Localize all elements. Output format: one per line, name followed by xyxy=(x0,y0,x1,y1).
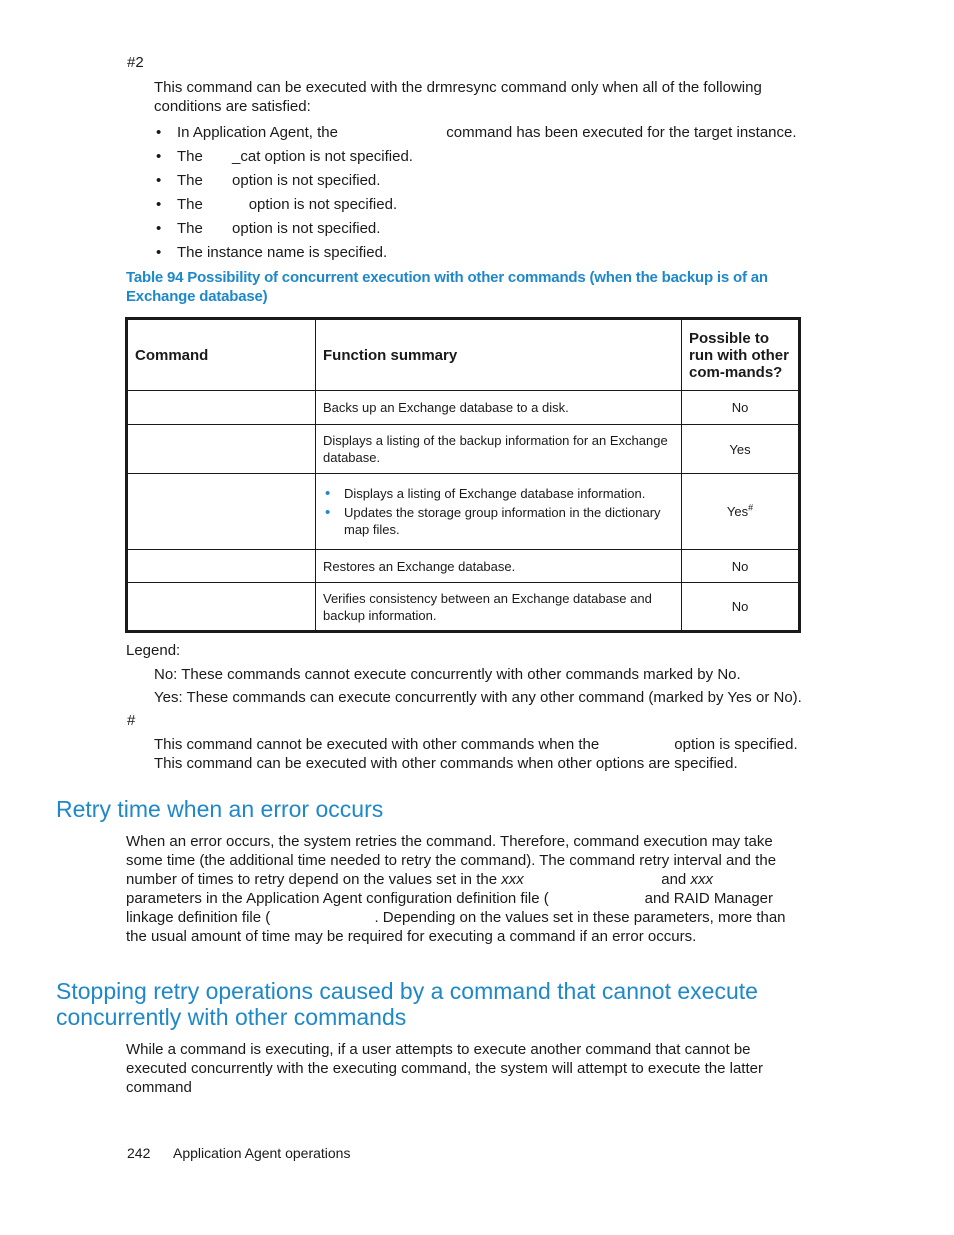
command-cell xyxy=(127,391,316,425)
concurrency-table xyxy=(125,317,801,633)
table-row xyxy=(127,474,800,550)
summary-cell: Restores an Exchange database. xyxy=(316,550,682,583)
section-heading-stopping: Stopping retry operations caused by a command that cannot execute concurrently with other commands xyxy=(56,978,758,1030)
table-row xyxy=(127,425,800,474)
possible-cell: No xyxy=(682,550,800,583)
command-cell xyxy=(127,425,316,474)
condition-item: • The option is not specified. xyxy=(154,169,814,193)
footer-section-title: Application Agent operations xyxy=(173,1145,351,1161)
header-command: Command xyxy=(127,319,316,391)
header-possible: Possible to run with other com-mands? xyxy=(682,319,800,391)
condition-item: • The _cat option is not specified. xyxy=(154,145,814,169)
summary-cell: Displays a listing of the backup information for an Exchange database. xyxy=(316,425,682,474)
page-number: 242 xyxy=(127,1145,151,1161)
possible-cell: No xyxy=(682,391,800,425)
table-header-row xyxy=(127,319,800,391)
legend-label: Legend: xyxy=(126,642,181,659)
summary-bullet-item: • Displays a listing of Exchange database information. xyxy=(323,485,674,502)
condition-list xyxy=(154,121,814,265)
command-cell xyxy=(127,474,316,550)
text-run: and xyxy=(523,871,691,888)
footnote-line: This command can be executed with other commands when other options are specified. xyxy=(154,755,738,772)
summary-cell: Verifies consistency between an Exchange database and backup information. xyxy=(316,583,682,632)
paragraph-line: some time (the additional time needed to retry the command). The command retry interval and the xyxy=(126,852,777,869)
legend-yes: Yes: These commands can execute concurrently with any other command (marked by Yes or No). xyxy=(154,689,802,706)
note-intro: This command can be executed with the drmresync command only when all of the following conditions are satisfied: xyxy=(154,79,762,115)
table-caption: Table 94 Possibility of concurrent execution with other commands (when the backup is of an Exchange database) xyxy=(126,269,768,305)
paragraph-line xyxy=(126,870,806,889)
table-row xyxy=(127,391,800,425)
possible-cell: No xyxy=(682,583,800,632)
summary-bullet-item: • Updates the storage group information in the dictionary map files. xyxy=(323,504,674,538)
paragraph-line: linkage definition file ( . Depending on the values set in these parameters, more than xyxy=(126,909,786,926)
section-heading-retry: Retry time when an error occurs xyxy=(56,796,384,822)
possible-cell xyxy=(682,474,800,550)
paragraph-line: When an error occurs, the system retries the command. Therefore, command execution may take xyxy=(126,833,773,850)
table-row xyxy=(127,583,800,632)
paragraph-line: the usual amount of time may be required for executing a command if an error occurs. xyxy=(126,928,697,945)
param-placeholder: xxx xyxy=(690,871,713,888)
possible-cell: Yes xyxy=(682,425,800,474)
command-cell xyxy=(127,583,316,632)
stopping-paragraph: While a command is executing, if a user attempts to execute another command that cannot be executed concurrently with the executing command, the system will attempt to execute the latter command xyxy=(126,1041,763,1096)
text-run: number of times to retry depend on the values set in the xyxy=(126,871,502,888)
condition-item: • The option is not specified. xyxy=(154,193,814,217)
command-cell xyxy=(127,550,316,583)
footnote-marker: # xyxy=(748,502,754,513)
summary-bullet-list xyxy=(323,485,674,538)
note-marker: #2 xyxy=(127,54,144,71)
table-row xyxy=(127,550,800,583)
summary-cell xyxy=(316,474,682,550)
retry-paragraph xyxy=(126,832,806,946)
legend-no: No: These commands cannot execute concurrently with other commands marked by No. xyxy=(154,666,741,683)
param-placeholder: xxx xyxy=(501,871,524,888)
footnote-hash-marker: # xyxy=(127,712,136,729)
header-function-summary: Function summary xyxy=(316,319,682,391)
condition-item: • The option is not specified. xyxy=(154,217,814,241)
possible-value: Yes xyxy=(726,504,749,519)
paragraph-line: parameters in the Application Agent configuration definition file ( and RAID Manager xyxy=(126,890,774,907)
footnote-line: This command cannot be executed with other commands when the option is specified. xyxy=(154,736,798,753)
condition-item: • In Application Agent, the command has been executed for the target instance. xyxy=(154,121,814,145)
condition-item: • The instance name is specified. xyxy=(154,241,814,265)
summary-cell: Backs up an Exchange database to a disk. xyxy=(316,391,682,425)
